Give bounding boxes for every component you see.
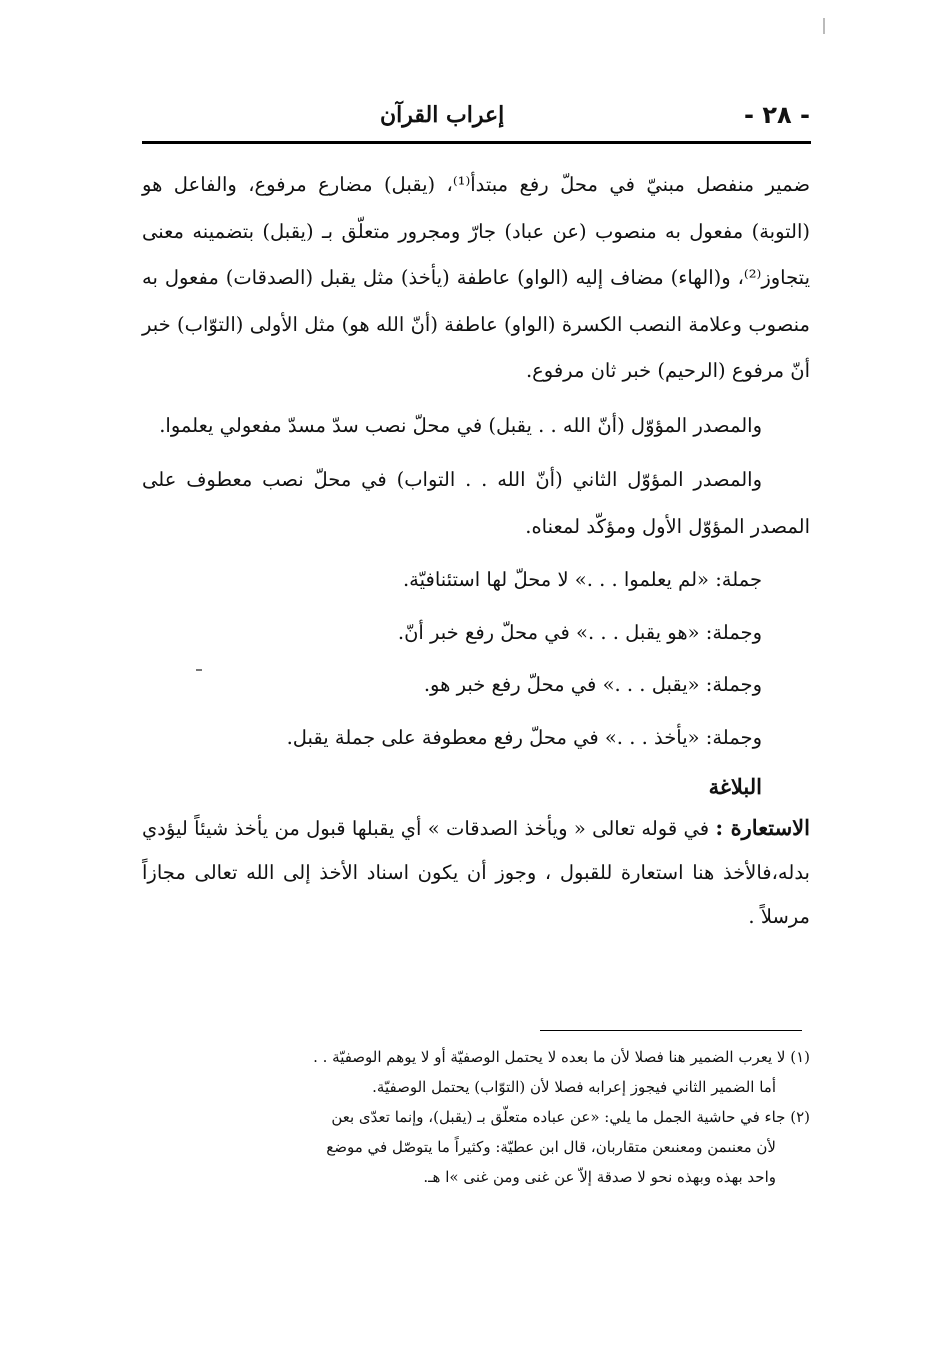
running-title: إعراب القرآن xyxy=(380,102,505,128)
page-header xyxy=(140,92,810,138)
footnote-1-continuation: أما الضمير الثاني فيجوز إعرابه فصلا لأن (التوّاب) يحتمل الوصفيّة. xyxy=(372,1078,776,1096)
paragraph-masdar-1: والمصدر المؤوّل (أنّ الله . . يقبل) في محلّ نصب سدّ مسدّ مفعولي يعلموا. xyxy=(159,413,762,437)
paragraph-masdar-2: والمصدر المؤوّل الثاني (أنّ الله . . التواب) في محلّ نصب معطوف على المصدر المؤوّل الأول ومؤكّد لمعناه. xyxy=(142,468,810,538)
paragraph-balagha xyxy=(142,806,810,939)
paragraph-parsing: ضمير منفصل مبنيّ في محلّ رفع مبتدأ⁽¹⁾، (يقبل) مضارع مرفوع، والفاعل هو (التوبة) مفعول به منصوب (عن عباد) جارّ ومجرور متعلّق بـ (يقبل) بتضمينه معنى يتجاوز⁽²⁾، و(الهاء) مضاف إليه (الواو) عاطفة (يأخذ) مثل يقبل (الصدقات) مفعول به منصوب وعلامة النصب الكسرة (الواو) عاطفة (أنّ الله هو) مثل الأولى (التوّاب) خبر أنّ مرفوع (الرحيم) خبر ثان مرفوع. xyxy=(142,173,811,382)
section-heading-balagha: البلاغة xyxy=(708,774,762,799)
balagha-text: في قوله تعالى « ويأخذ الصدقات » أي يقبلها قبول من يأخذ شيئاً ليؤدي بدله،فالأخذ هنا استعارة للقبول ، وجوز أن يكون اسناد الأخذ إلى الله تعالى مجازاً مرسلاً . xyxy=(142,817,810,928)
stray-mark xyxy=(196,669,202,671)
main-text xyxy=(142,162,810,939)
footnote-2-continuation: لأن معنىمن ومعنىعن متقاربان، قال ابن عطيّة: وكثيراً ما يتوصّل في موضع xyxy=(326,1138,776,1156)
footnote-1: (١) لا يعرب الضمير هنا فصلا لأن ما بعده لا يحتمل الوصفيّة أو لا يوهم الوصفيّة . . xyxy=(313,1048,810,1066)
sentence-item: وجملة: «هو يقبل . . .» في محلّ رفع خبر أنّ. xyxy=(397,620,762,644)
sentence-item: وجملة: «يقبل . . .» في محلّ رفع خبر هو. xyxy=(423,673,762,696)
sentence-item: وجملة: «يأخذ . . .» في محلّ رفع معطوفة على جملة يقبل. xyxy=(286,725,762,749)
header-rule xyxy=(142,141,811,144)
sentence-list xyxy=(142,554,762,764)
footnote-2: (٢) جاء في حاشية الجمل ما يلي: «عن عباده متعلّق بـ (يقبل)، وإنما تعدّى بعن xyxy=(331,1108,810,1126)
footnote-rule xyxy=(540,1030,802,1031)
sentence-item: جملة: «لم يعلموا . . .» لا محلّ لها استئنافيّة. xyxy=(402,568,762,591)
footnotes xyxy=(138,1042,810,1192)
balagha-term: الاستعارة : xyxy=(715,815,810,840)
page-number: - ٢٨ - xyxy=(744,101,810,129)
margin-tick-mark xyxy=(823,18,825,34)
footnote-2-continuation: واحد بهذه وبهذه نحو لا صدقة إلاّ عن غنى ومن غنى »ا هـ. xyxy=(423,1168,776,1186)
